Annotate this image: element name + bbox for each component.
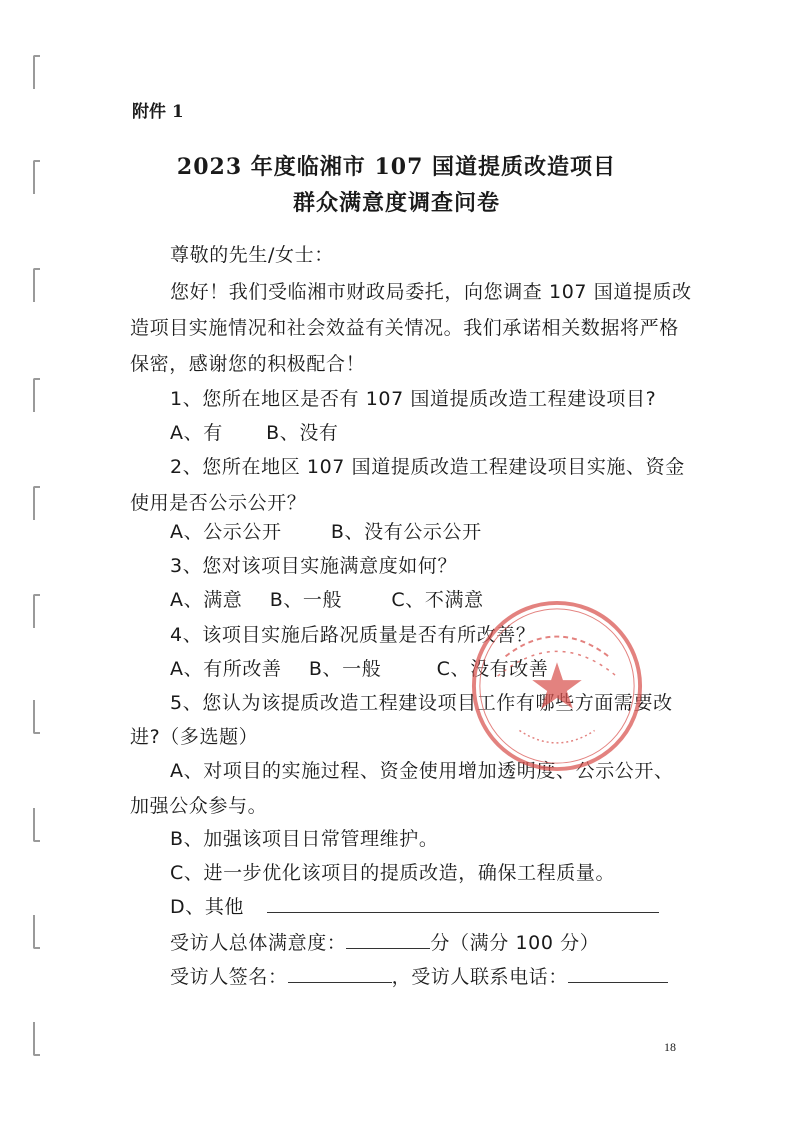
satisfaction-label: 受访人总体满意度： xyxy=(170,932,347,954)
binding-mark xyxy=(33,55,40,89)
question-1: 1、您所在地区是否有 107 国道提质改造工程建设项目? xyxy=(170,388,657,410)
greeting: 尊敬的先生/女士： xyxy=(170,244,334,266)
title-line-2: 群众满意度调查问卷 xyxy=(292,190,500,216)
option[interactable]: A、满意 xyxy=(170,589,243,611)
binding-mark xyxy=(33,594,40,628)
question-5-cont: 进?（多选题） xyxy=(130,726,259,748)
option[interactable]: C、不满意 xyxy=(391,589,484,611)
title-line-1: 2023 年度临湘市 107 国道提质改造项目 xyxy=(176,154,617,180)
option[interactable]: C、没有改善 xyxy=(436,658,549,680)
satisfaction-score-input[interactable] xyxy=(346,930,430,949)
question-2-cont: 使用是否公示公开？ xyxy=(130,492,307,514)
satisfaction-row xyxy=(170,928,599,955)
option[interactable]: B、没有 xyxy=(266,422,339,444)
question-4: 4、该项目实施后路况质量是否有所改善？ xyxy=(170,624,536,646)
option[interactable]: B、没有公示公开 xyxy=(330,521,482,543)
question-5-option[interactable]: A、对项目的实施过程、资金使用增加透明度、公示公开、 xyxy=(170,760,674,782)
question-5-option-other xyxy=(170,892,659,919)
binding-mark xyxy=(33,486,40,520)
signature-row xyxy=(170,962,668,989)
question-1-options xyxy=(170,418,339,445)
binding-mark xyxy=(33,1022,40,1056)
binding-mark xyxy=(33,378,40,412)
phone-input[interactable] xyxy=(568,964,668,983)
question-3-options xyxy=(170,585,484,612)
intro-line: 造项目实施情况和社会效益有关情况。我们承诺相关数据将严格 xyxy=(130,317,679,339)
intro-line: 保密，感谢您的积极配合！ xyxy=(130,353,366,375)
question-5-option-cont: 加强公众参与。 xyxy=(130,795,268,817)
other-input-line[interactable] xyxy=(267,894,659,913)
signature-input[interactable] xyxy=(288,964,392,983)
phone-label: ，受访人联系电话： xyxy=(391,966,569,988)
binding-mark xyxy=(33,700,40,734)
binding-mark xyxy=(33,915,40,949)
option[interactable]: A、公示公开 xyxy=(170,521,282,543)
question-5-option[interactable]: B、加强该项目日常管理维护。 xyxy=(170,828,439,850)
question-2: 2、您所在地区 107 国道提质改造工程建设项目实施、资金 xyxy=(170,456,685,478)
seal-stamp xyxy=(468,597,646,775)
satisfaction-suffix: 分（满分 100 分） xyxy=(430,932,600,954)
option[interactable]: A、有所改善 xyxy=(170,658,282,680)
question-5: 5、您认为该提质改造工程建设项目工作有哪些方面需要改 xyxy=(170,692,673,714)
page-number: 18 xyxy=(664,1040,676,1054)
question-3: 3、您对该项目实施满意度如何？ xyxy=(170,555,458,577)
option[interactable]: A、有 xyxy=(170,422,223,444)
attachment-label: 附件 1 xyxy=(132,102,184,122)
binding-mark xyxy=(33,268,40,302)
option[interactable]: B、一般 xyxy=(269,589,343,611)
question-5-option[interactable]: C、进一步优化该项目的提质改造，确保工程质量。 xyxy=(170,862,616,884)
binding-mark xyxy=(33,808,40,842)
option[interactable]: B、一般 xyxy=(308,658,382,680)
signature-label: 受访人签名： xyxy=(170,966,288,988)
question-2-options xyxy=(170,517,482,544)
intro-line: 您好！我们受临湘市财政局委托，向您调查 107 国道提质改 xyxy=(170,281,692,303)
option[interactable]: D、其他 xyxy=(170,896,245,918)
